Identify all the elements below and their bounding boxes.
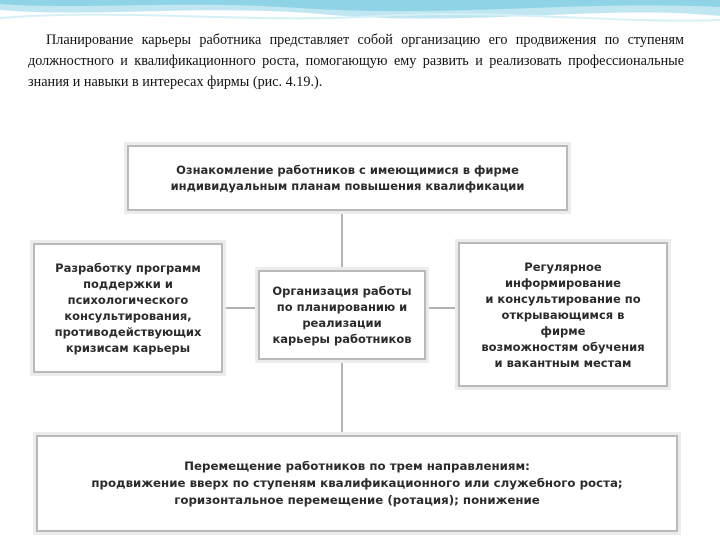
intro-paragraph: Планирование карьеры работника представляет собой организацию его продвижения по ступеням должностного и квалификационного роста, помогающую ему развить и реализовать профессиональные знания и навыки в интересах фирмы (рис. 4.19.). [28,32,684,90]
diagram-box-bottom [36,435,678,532]
diagram-box-left-label: Разработку программ поддержки и психологического консультирования, противодействующих кризисам карьеры [54,261,202,355]
diagram-box-top-label: Ознакомление работников с имеющимися в фирме индивидуальным планам повышения квалификации [170,163,525,193]
diagram-box-center-label: Организация работы по планированию и реализации карьеры работников [272,284,412,346]
diagram-box-center [258,270,426,360]
diagram-box-right-label: Регулярное информирование и консультирование по открывающимся в фирме возможностям обучения и вакантным местам [481,259,645,370]
diagram-box-right [458,242,668,387]
diagram-box-top [127,145,568,211]
diagram-box-bottom-label: Перемещение работников по трем направлениям: продвижение вверх по ступеням квалификационного или служебного роста; горизонтальное перемещение (ротация); понижение [91,459,623,507]
diagram-box-left [33,243,223,373]
